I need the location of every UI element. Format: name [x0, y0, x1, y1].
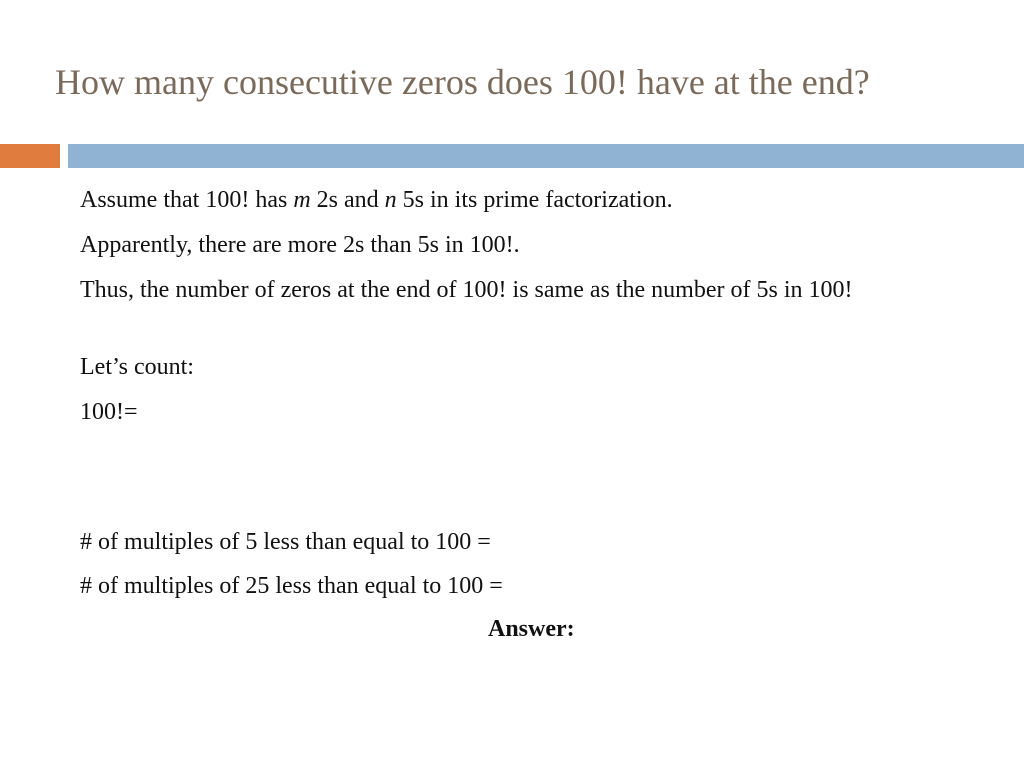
title-divider-bar: [68, 144, 1024, 168]
body-line-assumption: [80, 183, 980, 217]
variable-n: n: [384, 187, 397, 213]
body-line-factorial: 100!=: [80, 399, 138, 425]
body-line-comparison: Apparently, there are more 2s than 5s in 100!.: [80, 232, 520, 258]
assumption-text-part2: 2s and: [310, 187, 385, 213]
assumption-text-part1: Assume that 100! has: [80, 187, 294, 213]
assumption-text-part3: 5s in its prime factorization.: [396, 187, 673, 213]
body-line-multiples-of-25: # of multiples of 25 less than equal to 100 =: [80, 573, 503, 599]
body-line-lets-count: Let’s count:: [80, 354, 194, 380]
title-accent-bar: [0, 144, 60, 168]
answer-label: Answer:: [488, 616, 575, 642]
body-line-multiples-of-5: # of multiples of 5 less than equal to 100 =: [80, 529, 491, 555]
variable-m: m: [293, 187, 311, 213]
body-line-conclusion: Thus, the number of zeros at the end of 100! is same as the number of 5s in 100!: [80, 277, 853, 303]
slide-title: How many consecutive zeros does 100! have at the end?: [55, 62, 870, 102]
